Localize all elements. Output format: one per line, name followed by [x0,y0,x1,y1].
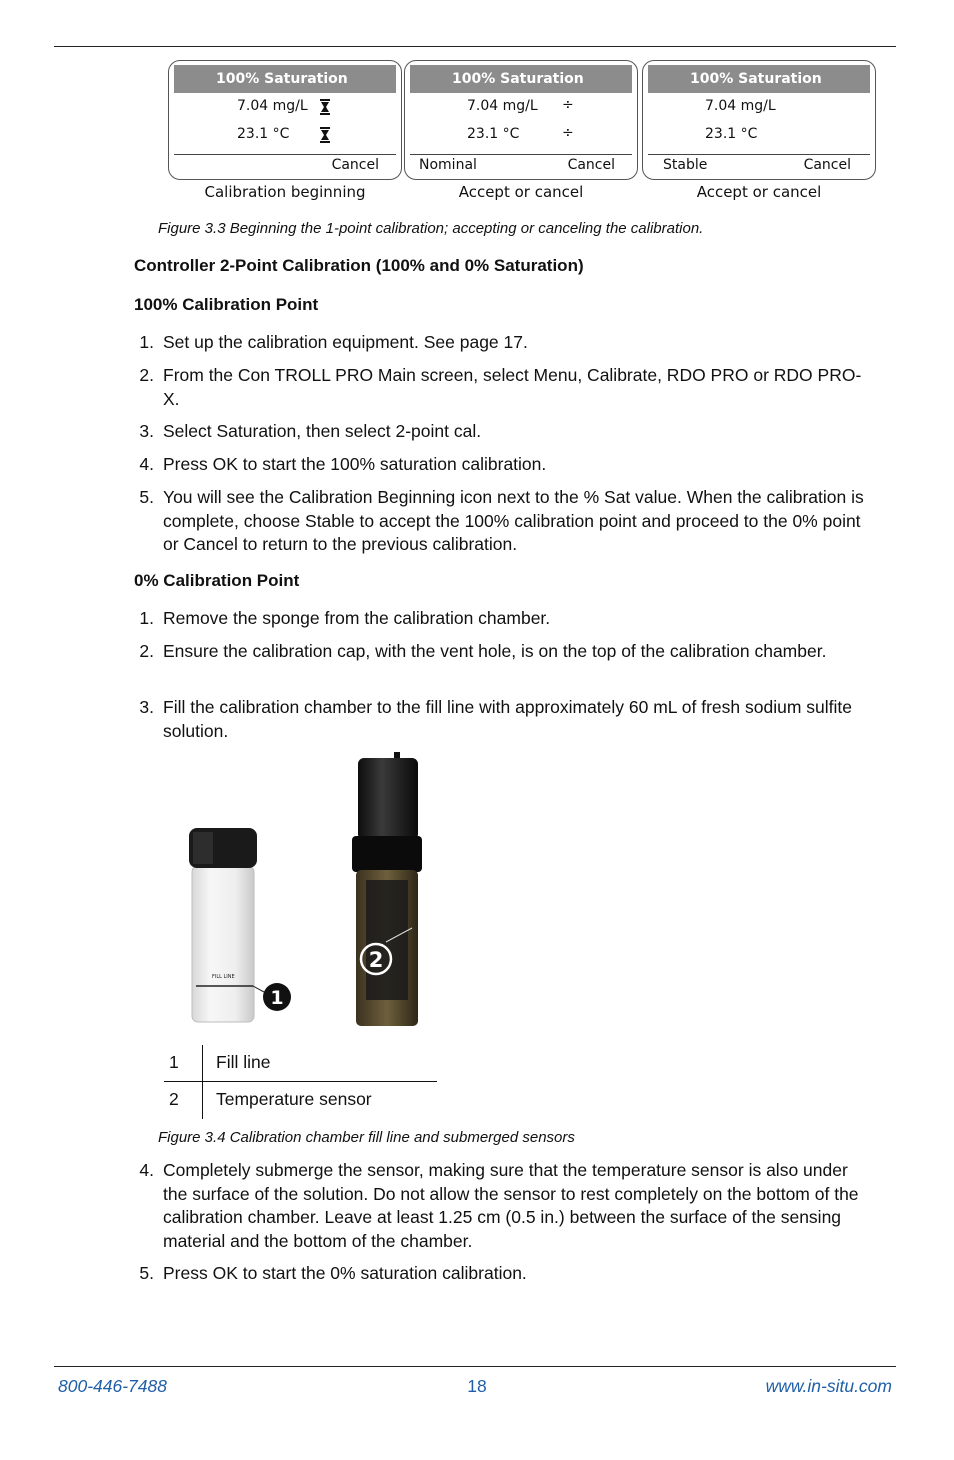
division-icon: ÷ [562,97,574,113]
cancel-button[interactable]: Cancel [803,157,851,173]
figure-legend-table [164,1045,437,1119]
footer-phone: 800-446-7488 [58,1376,167,1396]
footer-rule [54,1366,896,1367]
screen-temp-value: 23.1 °C [467,126,520,142]
list-item: 2. Ensure the calibration cap, with the vent hole, is on the top of the calibration chamber. [139,641,827,661]
screen-do-value: 7.04 mg/L [467,98,538,114]
hourglass-icon [319,99,331,115]
table-row [164,1045,437,1082]
screen-caption: Accept or cancel [458,183,584,201]
cancel-button[interactable]: Cancel [331,157,379,173]
screen-accept-nominal [404,60,638,180]
callout-number: 1 [270,987,284,1009]
legend-number: 2 [169,1089,179,1109]
screen-header: 100% Saturation [174,65,396,93]
list-item: 3. Fill the calibration chamber to the fill line with approximately 60 mL of fresh sodium sulfite solution. [139,697,852,741]
screen-caption: Calibration beginning [204,183,366,201]
subsection-title: 100% Calibration Point [134,295,319,314]
hourglass-icon [319,127,331,143]
screen-temp-value: 23.1 °C [237,126,290,142]
screen-divider [174,154,396,155]
list-item: 4. Press OK to start the 100% saturation calibration. [139,454,547,474]
callout-number: 2 [368,948,384,972]
fill-line-label: FILL LINE [212,974,235,980]
calibration-chamber-photo [180,752,430,1034]
legend-number: 1 [169,1052,179,1072]
legend-label: Fill line [216,1052,271,1072]
screen-header: 100% Saturation [410,65,632,93]
legend-label: Temperature sensor [216,1089,372,1109]
division-icon: ÷ [562,125,574,141]
screen-caption: Accept or cancel [696,183,822,201]
figure-caption: Figure 3.4 Calibration chamber fill line and submerged sensors [158,1129,575,1146]
list-item: 1. Remove the sponge from the calibration chamber. [139,608,551,628]
subsection-title: 0% Calibration Point [134,571,300,590]
screen-accept-stable [642,60,876,180]
cancel-button[interactable]: Cancel [567,157,615,173]
nominal-button[interactable]: Nominal [419,157,477,173]
footer-website-link[interactable]: www.in-situ.com [765,1376,892,1396]
list-item: 3. Select Saturation, then select 2-point cal. [139,421,482,441]
header-rule [54,46,896,47]
screen-divider [648,154,870,155]
page-number: 18 [467,1376,487,1396]
table-row [164,1082,437,1119]
screen-do-value: 7.04 mg/L [705,98,776,114]
list-item: 2. From the Con TROLL PRO Main screen, select Menu, Calibrate, RDO PRO or RDO PRO-X. [139,365,862,409]
screen-calibration-beginning [168,60,402,180]
list-item: 1. Set up the calibration equipment. See page 17. [139,332,528,352]
list-item: 4. Completely submerge the sensor, making sure that the temperature sensor is also under the surface of the solution. Do not allow the sensor to rest completely on the bottom of the calibration chamber. Leave at least 1.25 cm (0.5 in.) between the surface of the sensing material and the bottom of the chamber. [139,1160,859,1251]
screen-temp-value: 23.1 °C [705,126,758,142]
section-title: Controller 2-Point Calibration (100% and 0% Saturation) [134,256,584,275]
list-item: 5. You will see the Calibration Beginning icon next to the % Sat value. When the calibration is complete, choose Stable to accept the 100% calibration point and proceed to the 0% point or Cancel to return to the previous calibration. [139,487,864,554]
stable-button[interactable]: Stable [663,157,708,173]
screen-divider [410,154,632,155]
figure-caption: Figure 3.3 Beginning the 1-point calibration; accepting or canceling the calibration. [158,220,704,237]
list-item: 5. Press OK to start the 0% saturation calibration. [139,1263,527,1283]
screen-do-value: 7.04 mg/L [237,98,308,114]
screen-header: 100% Saturation [648,65,870,93]
